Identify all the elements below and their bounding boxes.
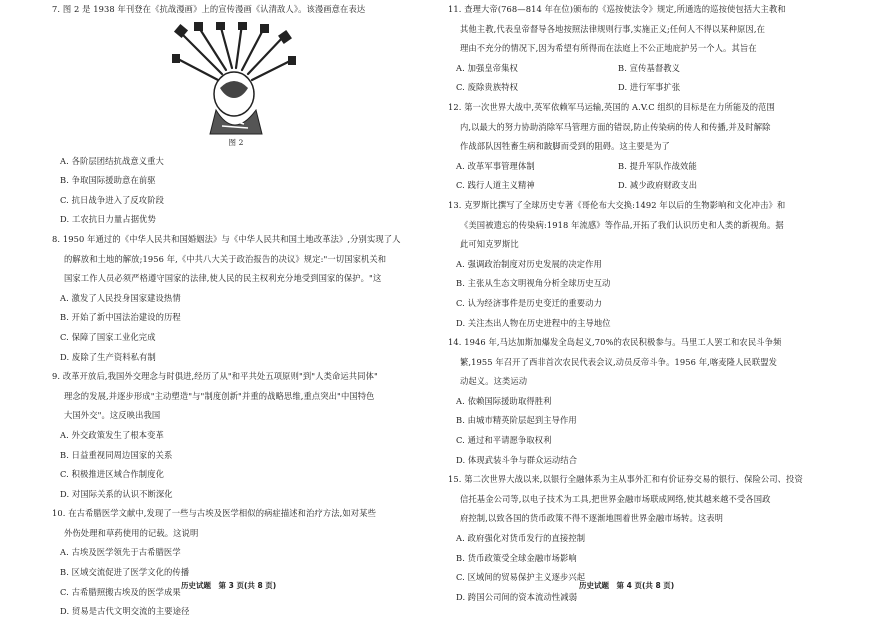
figure-2 bbox=[52, 22, 420, 140]
option-b: B. 货币政策受全球金融市场影响 bbox=[456, 552, 577, 563]
question-12 bbox=[448, 98, 818, 196]
option-c: C. 保障了国家工业化完成 bbox=[60, 331, 156, 342]
question-stem: 理念的发展,并逐步形成"主动塑造"与"制度创新"并重的战略思维,重点突出"中国特色 bbox=[64, 390, 375, 401]
figure-caption: 图 2 bbox=[228, 137, 244, 147]
option-c: C. 废除贵族特权 bbox=[456, 82, 519, 93]
option-b: B. 争取国际援助意在前驱 bbox=[60, 175, 156, 186]
option-a: A. 政府强化对货币发行的直接控制 bbox=[456, 533, 586, 544]
question-stem: 内,以最大的努力协助消除军马管理方面的错误,防止传染病的传人和传播,并及时解除 bbox=[460, 121, 771, 132]
option-d: D. 关注杰出人物在历史进程中的主导地位 bbox=[456, 317, 611, 328]
question-stem: 10. 在古希腊医学文献中,发现了一些与古埃及医学相似的病症描述和治疗方法,如对某些 bbox=[52, 508, 376, 519]
question-stem: 外伤处理和草药使用的记载。这说明 bbox=[64, 527, 199, 538]
option-b: B. 开始了新中国法治建设的历程 bbox=[60, 312, 181, 323]
option-c: C. 认为经济事件是历史变迁的重要动力 bbox=[456, 297, 602, 308]
option-d: D. 跨国公司间的资本流动性减弱 bbox=[456, 591, 578, 602]
question-stem: 14. 1946 年,马达加斯加爆发全岛起义,70%的农民积极参与。马里工人罢工和农民斗争频 bbox=[448, 337, 782, 348]
question-stem: 作战部队因牲畜生病和跛脚而受到的阻碍。这主要是为了 bbox=[460, 141, 670, 152]
option-row bbox=[448, 59, 818, 79]
question-stem: 信托基金公司等,以电子技术为工具,把世界金融市场联成网络,使其越来越不受各国政 bbox=[460, 493, 771, 504]
option-a: A. 激发了人民投身国家建设热情 bbox=[60, 292, 181, 303]
question-stem: 繁,1955 年召开了西非首次农民代表会议,动员反帝斗争。1956 年,喀麦隆人民联盟发 bbox=[460, 356, 778, 367]
option-a: A. 改革军事管理体制 bbox=[456, 160, 535, 171]
option-b: B. 主张从生态文明视角分析全球历史互动 bbox=[456, 278, 611, 289]
option-d: D. 工农抗日力量占据优势 bbox=[60, 214, 156, 225]
question-stem: 其他主教,代表皇帝督导各地按照法律规则行事,实施正义;任何人不得以某种原因,在 bbox=[460, 23, 766, 34]
option-d: D. 贸易是古代文明交流的主要途径 bbox=[60, 606, 190, 617]
page-footer-left: 历史试题 第 3 页(共 8 页) bbox=[181, 581, 277, 590]
question-7 bbox=[52, 0, 420, 230]
question-stem: 8. 1950 年通过的《中华人民共和国婚姻法》与《中华人民共和国土地改革法》,分别实现了人 bbox=[52, 233, 401, 244]
question-stem: 《美国被遗忘的传染病:1918 年流感》等作品,开拓了我们认识历史和人类的新视角。据 bbox=[460, 219, 784, 230]
question-stem: 此可知克罗斯比 bbox=[460, 239, 519, 250]
option-b: B. 日益重视同周边国家的关系 bbox=[60, 449, 173, 460]
question-14 bbox=[448, 333, 818, 470]
option-b: B. 提升军队作战效能 bbox=[618, 160, 697, 171]
left-column bbox=[52, 0, 420, 622]
question-stem: 理由不充分的情况下,因为希望有所得而在法庭上不公正地庇护另一个人。其旨在 bbox=[460, 43, 757, 54]
question-10 bbox=[52, 504, 420, 622]
question-9 bbox=[52, 367, 420, 504]
page-footer-right: 历史试题 第 4 页(共 8 页) bbox=[579, 581, 675, 590]
option-d: D. 对国际关系的认识不断深化 bbox=[60, 488, 173, 499]
question-13 bbox=[448, 196, 818, 333]
option-b: B. 由城市精英阶层起到主导作用 bbox=[456, 415, 577, 426]
option-c: C. 抗日战争进入了反攻阶段 bbox=[60, 194, 164, 205]
option-row bbox=[448, 176, 818, 196]
option-row bbox=[448, 157, 818, 177]
option-b: B. 宣传基督教义 bbox=[618, 62, 681, 73]
option-d: D. 废除了生产资料私有制 bbox=[60, 351, 156, 362]
question-stem: 大国外交"。这反映出我国 bbox=[64, 410, 161, 421]
option-a: A. 依赖国际援助取得胜利 bbox=[456, 395, 552, 406]
option-a: A. 强调政治制度对历史发展的决定作用 bbox=[456, 258, 602, 269]
question-stem: 府控制,以致各国的货币政策不得不逐渐地围着世界金融市场转。这表明 bbox=[460, 513, 724, 524]
question-11 bbox=[448, 0, 818, 98]
question-stem: 13. 克罗斯比撰写了全球历史专著《哥伦布大交换:1492 年以后的生物影响和文化冲击》和 bbox=[448, 199, 786, 210]
cartoon-image bbox=[172, 22, 297, 140]
option-c: C. 古希腊照搬古埃及的医学成果 bbox=[60, 586, 181, 597]
right-column bbox=[448, 0, 818, 607]
question-stem: 的解放和土地的解放;1956 年,《中共八大关于政治报告的决议》规定:"一切国家机关和 bbox=[64, 253, 387, 264]
option-c: C. 积极推进区域合作制度化 bbox=[60, 469, 164, 480]
question-stem: 9. 改革开放后,我国外交理念与时俱进,经历了从"和平共处五项原则"到"人类命运共同体" bbox=[52, 371, 378, 382]
question-stem: 15. 第二次世界大战以来,以银行全融体系为主从事外汇和有价证券交易的银行、保险公司、投资 bbox=[448, 474, 803, 485]
question-stem: 动起义。这类运动 bbox=[460, 376, 528, 387]
option-a: A. 加强皇帝集权 bbox=[456, 62, 518, 73]
option-a: A. 各阶层团结抗战意义重大 bbox=[60, 155, 164, 166]
question-stem: 12. 第一次世界大战中,英军依赖军马运输,英国的 A.V.C 组织的目标是在力所能及的范围 bbox=[448, 101, 775, 112]
option-a: A. 外交政策发生了根本变革 bbox=[60, 429, 164, 440]
option-b: B. 区域交流促进了医学文化的传播 bbox=[60, 567, 190, 578]
option-row bbox=[448, 78, 818, 98]
option-a: A. 古埃及医学领先于古希腊医学 bbox=[60, 547, 181, 558]
option-d: D. 进行军事扩张 bbox=[618, 82, 681, 93]
question-8 bbox=[52, 230, 420, 367]
question-stem: 7. 图 2 是 1938 年刊登在《抗战漫画》上的宣传漫画《认清敌人》。该漫画意在表达 bbox=[52, 4, 366, 14]
option-c: C. 通过和平请愿争取权利 bbox=[456, 435, 552, 446]
option-d: D. 减少政府财政支出 bbox=[618, 180, 698, 191]
option-c: C. 践行人道主义精神 bbox=[456, 180, 535, 191]
question-stem: 国家工作人员必须严格遵守国家的法律,使人民的民主权利充分地受到国家的保护。"这 bbox=[64, 273, 382, 284]
question-stem: 11. 查理大帝(768—814 年在位)颁布的《巡按使法令》规定,所通选的巡按使包括大主教和 bbox=[448, 4, 786, 14]
option-c: C. 区域间的贸易保护主义逐步兴起 bbox=[456, 572, 586, 583]
option-d: D. 体现武装斗争与群众运动结合 bbox=[456, 454, 578, 465]
